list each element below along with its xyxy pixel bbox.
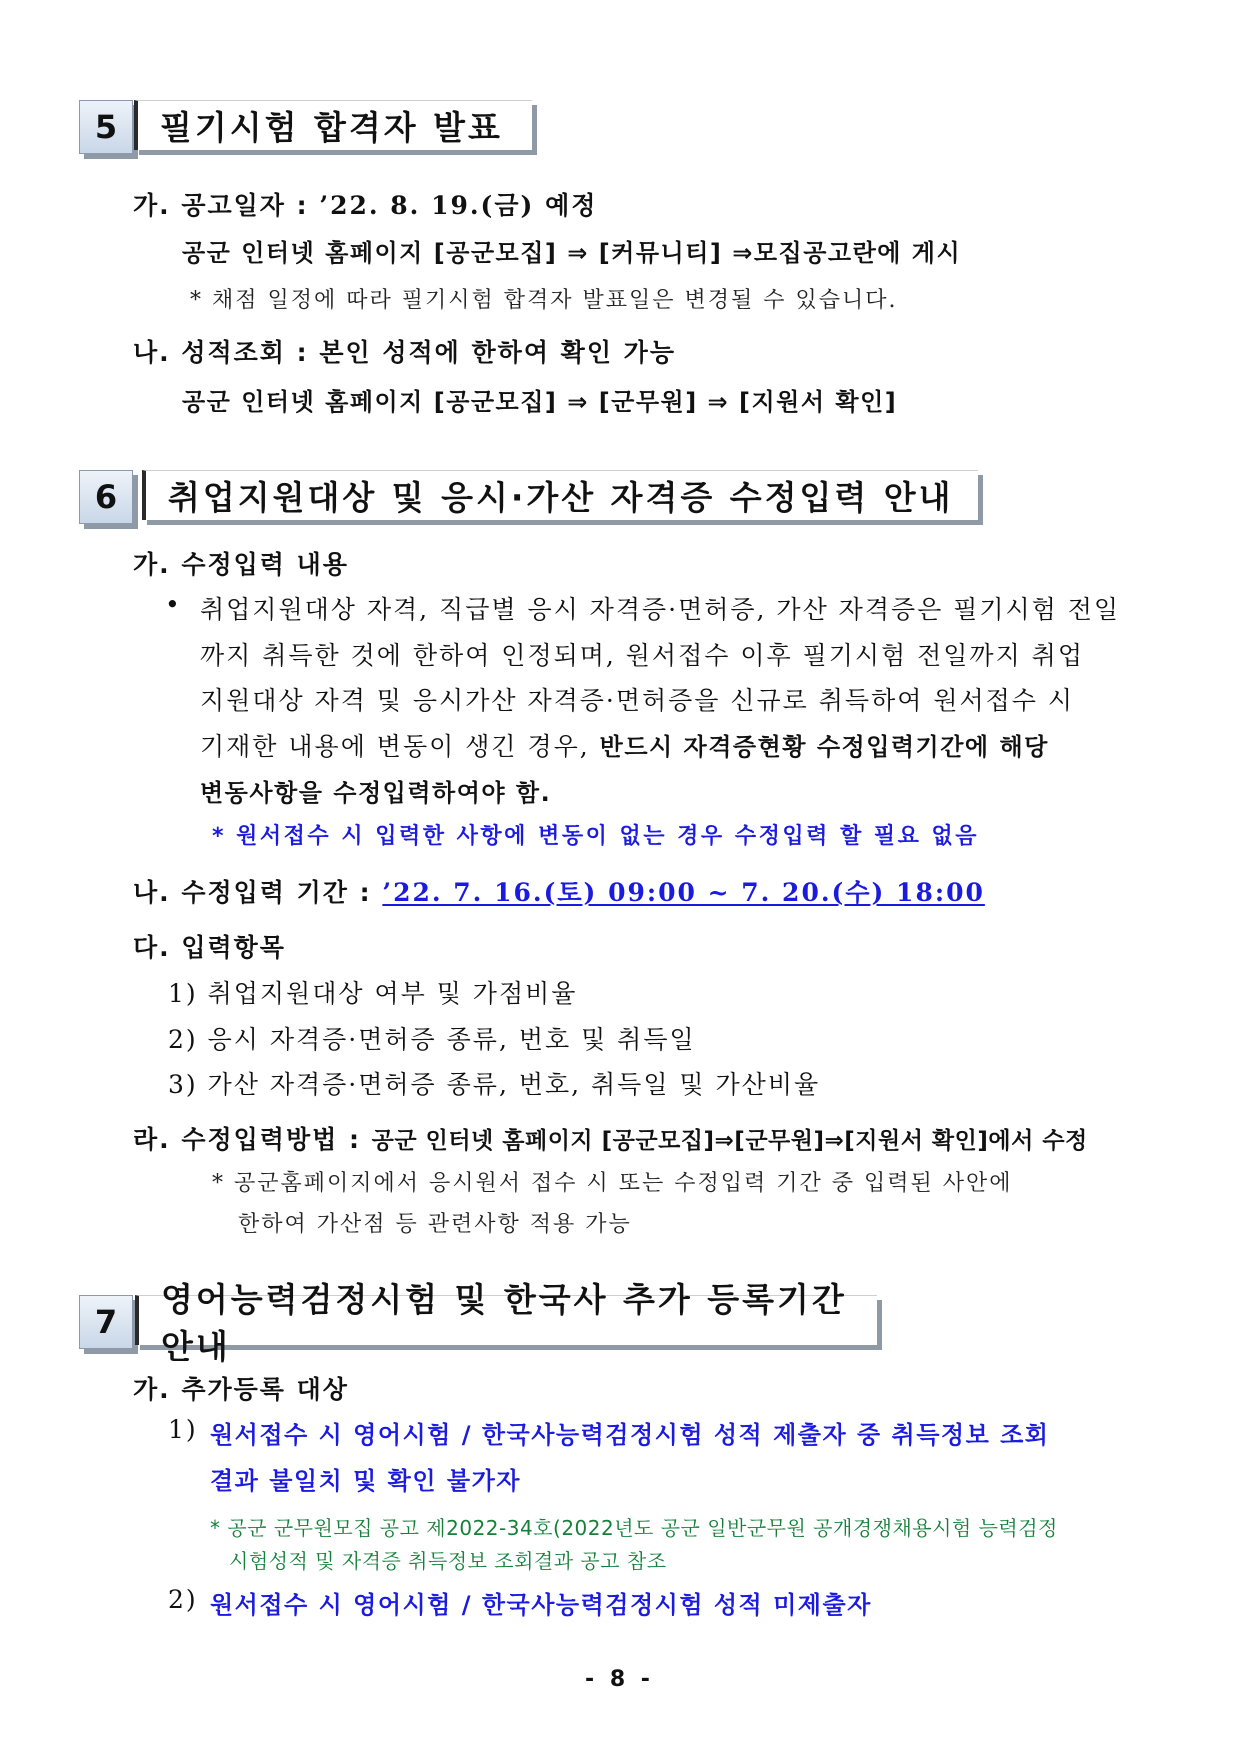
list-number: 2): [168, 1585, 198, 1614]
page-number: - 8 -: [585, 1667, 654, 1692]
item-heading: 가. 추가등록 대상: [133, 1375, 349, 1404]
item-label: 라. 수정입력방법 :: [133, 1125, 372, 1154]
method-value: 공군 인터넷 홈페이지 [공군모집]⇒[군무원]⇒[지원서 확인]에서 수정: [371, 1128, 1088, 1154]
item-label: 가. 공고일자 :: [133, 191, 320, 220]
list-item: 3) 가산 자격증·면허증 종류, 번호, 취득일 및 가산비율: [168, 1070, 821, 1099]
footnote: * 채점 일정에 따라 필기시험 합격자 발표일은 변경될 수 있습니다.: [190, 288, 898, 313]
list-number: 1): [168, 1415, 198, 1444]
item-heading: 가. 수정입력 내용: [133, 550, 349, 579]
list-item: 1) 취업지원대상 여부 및 가점비율: [168, 979, 578, 1008]
footnote: 한하여 가산점 등 관련사항 적용 가능: [238, 1212, 632, 1237]
blue-item-text: 원서접수 시 영어시험 / 한국사능력검정시험 성적 제출자 중 취득정보 조회: [210, 1421, 1050, 1449]
green-note: 시험성적 및 자격증 취득정보 조회결과 공고 참조: [229, 1549, 667, 1573]
announce-date: ’22. 8. 19.(금) 예정: [319, 191, 598, 220]
emphasis-text: 변동사항을 수정입력하여야 함.: [200, 779, 552, 807]
section-number-badge: 7: [79, 1295, 133, 1349]
item-heading: 나. 성적조회 : 본인 성적에 한하여 확인 가능: [133, 338, 676, 367]
section-title: 필기시험 합격자 발표: [134, 100, 532, 150]
blue-item-text: 결과 불일치 및 확인 불가자: [210, 1467, 521, 1495]
blue-item-text: 원서접수 시 영어시험 / 한국사능력검정시험 성적 미제출자: [210, 1591, 872, 1619]
item-detail: 공군 인터넷 홈페이지 [공군모집] ⇒ [커뮤니티] ⇒모집공고란에 게시: [182, 239, 962, 267]
item-heading: [133, 186, 597, 222]
bullet-icon: •: [165, 590, 182, 619]
emphasis-text: 반드시 자격증현황 수정입력기간에 해당: [599, 733, 1049, 761]
item-heading: [133, 1120, 1088, 1156]
item-detail: 공군 인터넷 홈페이지 [공군모집] ⇒ [군무원] ⇒ [지원서 확인]: [182, 388, 898, 416]
section-title: 취업지원대상 및 응시·가산 자격증 수정입력 안내: [142, 470, 978, 520]
item-label: 나. 수정입력 기간 :: [133, 878, 383, 907]
paragraph-line: 지원대상 자격 및 응시가산 자격증·면허증을 신규로 취득하여 원서접수 시: [200, 686, 1075, 715]
section-number-badge: 5: [79, 100, 133, 154]
paragraph-line: 까지 취득한 것에 한하여 인정되며, 원서접수 이후 필기시험 전일까지 취업: [200, 641, 1084, 670]
item-heading: 다. 입력항목: [133, 933, 286, 962]
blue-note: * 원서접수 시 입력한 사항에 변동이 없는 경우 수정입력 할 필요 없음: [212, 824, 980, 849]
paragraph-line: 취업지원대상 자격, 직급별 응시 자격증·면허증, 가산 자격증은 필기시험 전일: [200, 595, 1121, 624]
paragraph-line: [200, 727, 1049, 763]
list-item: 2) 응시 자격증·면허증 종류, 번호 및 취득일: [168, 1025, 696, 1054]
plain-text: 기재한 내용에 변동이 생긴 경우,: [200, 732, 600, 761]
footnote: * 공군홈페이지에서 응시원서 접수 시 또는 수정입력 기간 중 입력된 사안에: [212, 1171, 1013, 1196]
item-heading: [133, 873, 985, 909]
section-number-badge: 6: [79, 470, 133, 524]
green-note: * 공군 군무원모집 공고 제2022-34호(2022년도 공군 일반군무원 공개경쟁채용시험 능력검정: [210, 1516, 1058, 1540]
period-value: ’22. 7. 16.(토) 09:00 ~ 7. 20.(수) 18:00: [382, 878, 985, 907]
section-title: 영어능력검정시험 및 한국사 추가 등록기간 안내: [135, 1295, 877, 1345]
